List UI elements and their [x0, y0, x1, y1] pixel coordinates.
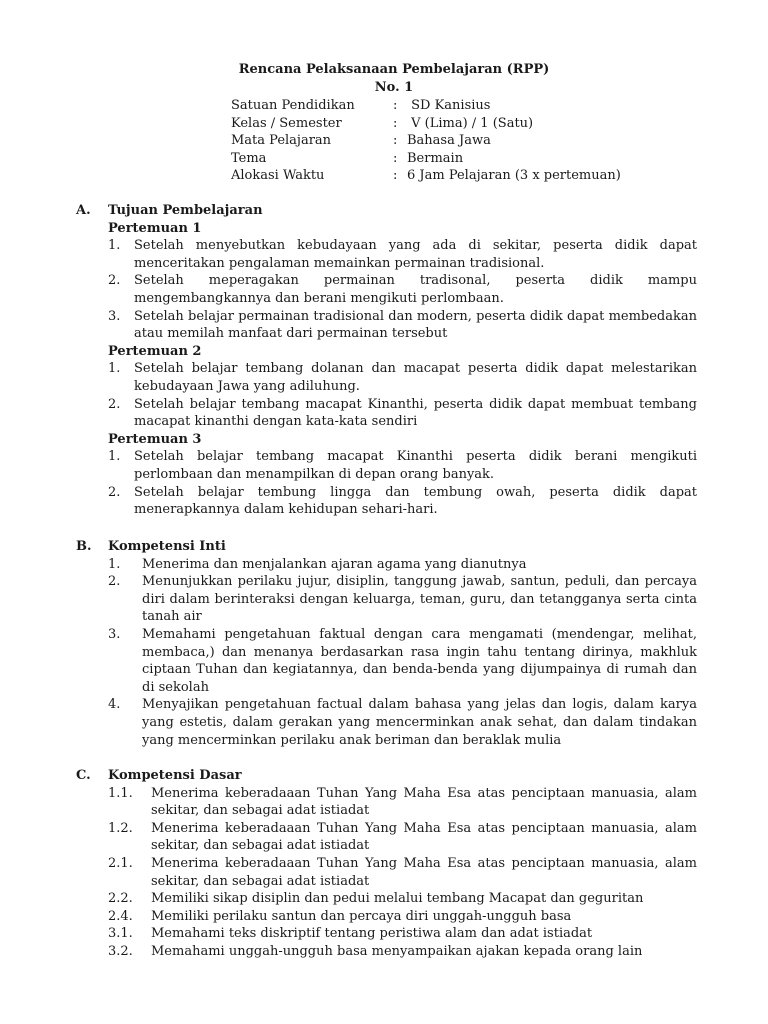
document-number: No. 1 — [374, 79, 414, 95]
list-item — [0, 308, 768, 343]
item-text: Setelah belajar tembang macapat Kinanthi, peserta didik dapat membuat tembang macapat kinanthi dengan kata-kata sendiri — [134, 396, 697, 430]
item-number: 3.2. — [108, 943, 133, 959]
section-letter: A. — [76, 203, 91, 218]
section-kompetensi-dasar — [0, 767, 768, 961]
item-text: Menerima keberadaaan Tuhan Yang Maha Esa atas penciptaan manuasia, alam sekitar, dan sebagai adat istiadat — [151, 820, 697, 854]
item-number: 1. — [108, 238, 121, 254]
item-text: Menyajikan pengetahuan factual dalam bahasa yang jelas dan logis, dalam karya yang estetis, dalam gerakan yang mencerminkan anak sehat, dan dalam tindakan yang mencerminkan perilaku anak beriman dan beraklak mulia — [142, 697, 697, 748]
item-number: 2. — [108, 273, 121, 289]
item-number: 3.1. — [108, 926, 133, 942]
meeting-title: Pertemuan 1 — [108, 220, 202, 236]
section-kompetensi-inti — [0, 538, 768, 749]
item-text: Menunjukkan perilaku jujur, disiplin, tanggung jawab, santun, peduli, dan percaya diri dalam berinteraksi dengan keluarga, teman, guru, dan tetangganya serta cinta tanah air — [142, 574, 697, 625]
identity-label: Alokasi Waktu — [231, 168, 325, 184]
title-text: Rencana Pelaksanaan Pembelajaran (RPP) — [238, 62, 550, 77]
list-item — [0, 360, 768, 395]
identity-label: Mata Pelajaran — [231, 133, 332, 149]
identity-label: Tema — [231, 150, 267, 166]
identity-row — [231, 167, 621, 185]
list-item — [0, 925, 768, 943]
item-text: Memahami pengetahuan faktual dengan cara mengamati (mendengar, melihat, membaca,) dan menanya berdasarkan rasa ingin tahu tentang dirinya, makhluk ciptaan Tuhan dan kegiatannya, dan benda-benda yang dijumpainya di rumah dan di sekolah — [142, 626, 697, 695]
item-number: 2. — [108, 574, 121, 590]
item-number: 1. — [108, 556, 121, 572]
section-tujuan-pembelajaran — [0, 202, 768, 519]
identity-label: Satuan Pendidikan — [231, 98, 355, 113]
identity-value: V (Lima) / 1 (Satu) — [407, 115, 534, 131]
identity-value: Bahasa Jawa — [407, 133, 491, 149]
list-item — [0, 855, 768, 890]
identity-table — [231, 97, 621, 185]
list-item — [0, 556, 768, 574]
identity-row — [231, 115, 621, 133]
list-item — [0, 272, 768, 307]
item-text: Memahami unggah-ungguh basa menyampaikan ajakan kepada orang lain — [151, 943, 643, 959]
item-text: Menerima dan menjalankan ajaran agama yang dianutnya — [142, 556, 527, 572]
item-number: 1. — [108, 361, 121, 377]
identity-colon: : — [393, 150, 398, 166]
item-text: Menerima keberadaaan Tuhan Yang Maha Esa atas penciptaan manuasia, alam sekitar, dan sebagai adat istiadat — [151, 855, 697, 889]
identity-value: Bermain — [407, 150, 464, 166]
item-number: 1.1. — [108, 785, 133, 801]
list-item — [0, 785, 768, 820]
meeting-title: Pertemuan 3 — [108, 431, 202, 447]
section-letter: C. — [76, 768, 91, 783]
meeting-title: Pertemuan 2 — [108, 343, 202, 359]
section-heading — [0, 767, 768, 785]
section-heading — [0, 538, 768, 556]
list-item — [0, 943, 768, 961]
item-text: Setelah menyebutkan kebudayaan yang ada di sekitar, peserta didik dapat menceritakan pengalaman memainkan permainan tradisional. — [134, 238, 697, 271]
list-item — [0, 820, 768, 855]
list-item — [0, 237, 768, 272]
identity-row — [231, 97, 621, 115]
identity-row — [231, 132, 621, 150]
identity-label: Kelas / Semester — [231, 115, 342, 131]
section-title: Kompetensi Dasar — [108, 768, 242, 783]
document-title — [0, 61, 768, 96]
identity-colon: : — [393, 133, 398, 149]
list-item — [0, 448, 768, 483]
item-number: 4. — [108, 697, 121, 713]
identity-row — [231, 150, 621, 168]
list-item — [0, 484, 768, 519]
item-text: Setelah belajar tembung lingga dan tembung owah, peserta didik dapat menerapkannya dalam kehidupan sehari-hari. — [134, 484, 697, 518]
list-item — [0, 573, 768, 626]
item-number: 2.2. — [108, 891, 133, 907]
section-letter: B. — [76, 539, 92, 554]
item-text: Memiliki perilaku santun dan percaya diri unggah-ungguh basa — [151, 908, 572, 924]
item-text: Setelah belajar tembang dolanan dan macapat peserta didik dapat melestarikan kebudayaan Jawa yang adiluhung. — [134, 361, 697, 394]
identity-colon: : — [393, 115, 398, 131]
list-item — [0, 696, 768, 749]
item-text: Setelah belajar permainan tradisional dan modern, peserta didik dapat membedakan atau memilah manfaat dari permainan tersebut — [134, 308, 697, 342]
identity-value: 6 Jam Pelajaran (3 x pertemuan) — [407, 168, 621, 184]
item-text: Setelah meperagakan permainan tradisonal, peserta didik mampu mengembangkannya dan berani mengikuti perlombaan. — [134, 273, 697, 306]
item-number: 1.2. — [108, 820, 133, 836]
item-number: 3. — [108, 626, 121, 642]
item-number: 3. — [108, 308, 121, 324]
section-title: Tujuan Pembelajaran — [108, 203, 263, 218]
item-text: Memiliki sikap disiplin dan pedui melalui tembang Macapat dan geguritan — [151, 891, 644, 907]
section-heading — [0, 202, 768, 220]
list-item — [0, 396, 768, 431]
item-text: Setelah belajar tembang macapat Kinanthi peserta didik berani mengikuti perlombaan dan menampilkan di depan orang banyak. — [134, 449, 697, 482]
item-number: 2. — [108, 484, 121, 500]
item-number: 2.4. — [108, 908, 133, 924]
item-number: 2.1. — [108, 855, 133, 871]
list-item — [0, 890, 768, 908]
item-number: 2. — [108, 396, 121, 412]
identity-colon: : — [393, 168, 398, 184]
item-text: Memahami teks diskriptif tentang peristiwa alam dan adat istiadat — [151, 926, 593, 942]
list-item — [0, 626, 768, 696]
identity-colon: : — [393, 98, 398, 113]
item-number: 1. — [108, 449, 121, 465]
section-title: Kompetensi Inti — [108, 539, 226, 554]
list-item — [0, 908, 768, 926]
identity-value: SD Kanisius — [407, 98, 491, 113]
item-text: Menerima keberadaaan Tuhan Yang Maha Esa atas penciptaan manuasia, alam sekitar, dan sebagai adat istiadat — [151, 785, 697, 819]
